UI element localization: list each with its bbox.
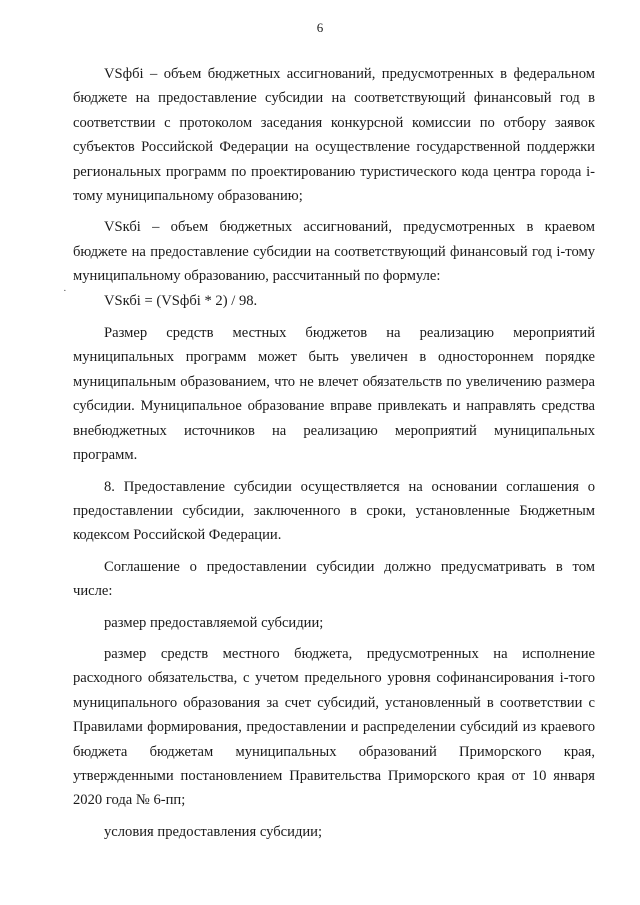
document-body [73,62,595,851]
paragraph-conditions: условия предоставления субсидии; [104,823,323,840]
page-number: 6 [316,20,324,35]
paragraph-subsidy-amount: размер предоставляемой субсидии; [104,614,324,631]
paragraph-agreement-intro: Соглашение о предоставлении субсидии должно предусматривать в том числе: [73,558,595,600]
paragraph-vsfb-definition: VSфбi – объем бюджетных ассигнований, предусмотренных в федеральном бюджете на предоставление субсидии на соответствующий финансовый год в соответствии с протоколом заседания конкурсной комиссии по отбору заявок субъектов Российской Федерации на осуществление государственной поддержки региональных программ по проектированию туристического кода центра города i-тому муниципальному образованию; [73,66,595,205]
paragraph-vskb-definition: VSкбi – объем бюджетных ассигнований, предусмотренных в краевом бюджете на предоставление субсидии на соответствующий финансовый год i-тому муниципальному образованию, рассчитанный по формуле: [73,219,595,285]
paragraph-item-8: 8. Предоставление субсидии осуществляется на основании соглашения о предоставлении субсидии, заключенного в сроки, установленные Бюджетным кодексом Российской Федерации. [73,478,595,544]
paragraph-local-budget-amount: размер средств местного бюджета, предусмотренных на исполнение расходного обязательства, с учетом предельного уровня софинансирования i-того муниципального образования за счет субсидий, установленный в соответствии с Правилами формирования, предоставлении и распределении субсидий из краевого бюджета бюджетам муниципальных образований Приморского края, утвержденными постановлением Правительства Приморского края от 10 января 2020 года № 6-пп; [73,645,595,809]
margin-mark: · [63,285,67,297]
paragraph-formula: VSкбi = (VSфбi * 2) / 98. [104,292,258,309]
paragraph-local-budget: Размер средств местных бюджетов на реализацию мероприятий муниципальных программ может быть увеличен в одностороннем порядке муниципальным образованием, что не влечет обязательств по увеличению размера субсидии. Муниципальное образование вправе привлекать и направлять средства внебюджетных источников на реализацию мероприятий муниципальных программ. [73,325,595,464]
